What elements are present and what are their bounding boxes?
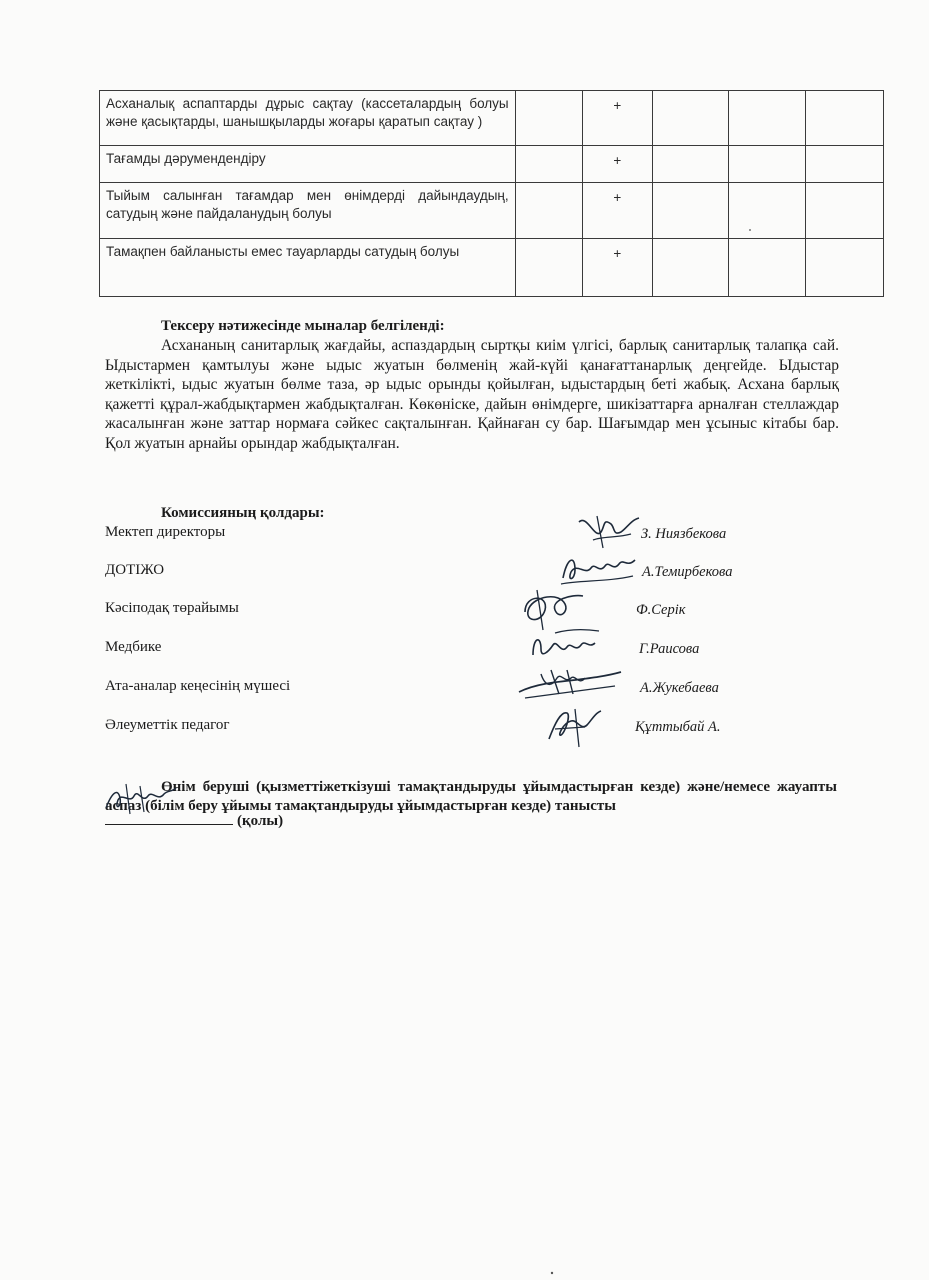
empty-cell <box>515 91 582 146</box>
table-row <box>100 183 884 239</box>
paper-speck <box>748 228 752 232</box>
empty-cell <box>652 91 728 146</box>
mark-cell: + <box>582 146 652 183</box>
empty-cell <box>806 91 884 146</box>
member-name: А.Жукебаева <box>640 680 719 696</box>
member-name: З. Ниязбекова <box>641 526 727 542</box>
handwritten-signature <box>541 703 605 751</box>
empty-cell <box>806 183 884 239</box>
member-name: А.Темирбекова <box>642 564 733 580</box>
signature-row <box>105 639 885 673</box>
member-role: Медбике <box>105 639 162 655</box>
handwritten-signature <box>515 664 625 704</box>
empty-cell <box>806 239 884 297</box>
signature-row <box>105 562 885 596</box>
member-role: Кәсіподақ төрайымы <box>105 600 239 616</box>
commission-heading: Комиссияның қолдары: <box>161 505 325 521</box>
signature-line <box>105 824 233 825</box>
table-row <box>100 146 884 183</box>
member-role: ДОТІЖО <box>105 562 165 578</box>
table-row <box>100 239 884 297</box>
mark-cell: + <box>582 91 652 146</box>
criterion-cell: Тамақпен байланысты емес тауарларды сатудың болуы <box>100 239 516 297</box>
empty-cell <box>652 146 728 183</box>
empty-cell <box>515 239 582 297</box>
paper-speck <box>550 1270 554 1276</box>
mark-cell: + <box>582 183 652 239</box>
member-name: Құттыбай А. <box>635 719 721 735</box>
empty-cell <box>728 239 806 297</box>
signature-row <box>105 524 885 558</box>
handwritten-signature <box>100 778 180 818</box>
empty-cell <box>652 183 728 239</box>
findings-text: Асхананың санитарлық жағдайы, аспаздардың сыртқы киім үлгісі, барлық санитарлық талапқа сай. Ыдыстармен қамтылуы және ыдыс жуатын бөлменің жай-күйі қанағаттанарлық деңгейде. Ыдыстар жеткілікті, ыдыс жуатын бөлме таза, әр ыдыс орынды қойылған, ыдыстардың беті жабық. Асхана барлық қажетті құрал-жабдықтармен жабдықталған. Көкөніске, дайын өнімдерге, шикізаттарға арналған стеллаждар жасалынған және заттар нормаға сәйкес сақталынған. Қайнаған су бар. Шағымдар мен ұсыныс кітабы бар. Қол жуатын арнайы орындар жабдықталған. <box>105 337 839 452</box>
member-name: Ф.Серік <box>636 602 686 618</box>
empty-cell <box>515 146 582 183</box>
signature-row <box>105 678 885 712</box>
criterion-cell: Асханалық аспаптарды дұрыс сақтау (кассеталардың болуы және қасықтарды, шанышқыларды жоғары қаратып сақтау ) <box>100 91 516 146</box>
member-role: Мектеп директоры <box>105 524 226 540</box>
empty-cell <box>728 91 806 146</box>
member-role: Ата-аналар кеңесінің мүшесі <box>105 678 291 694</box>
producer-acknowledgement: Өнім беруші (қызметтіжеткізуші тамақтандыруды ұйымдастырған кезде) және/немесе жауапты аспаз (білім беру ұйымы тамақтандыруды ұйымдастырған кезде) танысты <box>105 779 837 814</box>
empty-cell <box>728 183 806 239</box>
handwritten-signature <box>525 625 605 669</box>
member-name: Г.Раисова <box>639 641 700 657</box>
empty-cell <box>728 146 806 183</box>
empty-cell <box>652 239 728 297</box>
checklist-table <box>99 90 884 297</box>
mark-cell: + <box>582 239 652 297</box>
findings-heading: Тексеру нәтижесінде мыналар белгіленді: <box>161 318 445 334</box>
empty-cell <box>515 183 582 239</box>
empty-cell <box>806 146 884 183</box>
member-role: Әлеуметтік педагог <box>105 717 230 733</box>
criterion-cell: Тағамды дәрумендендіру <box>100 146 516 183</box>
criterion-cell: Тыйым салынған тағамдар мен өнімдерді дайындаудың, сатудың және пайдаланудың болуы <box>100 183 516 239</box>
signature-label: (қолы) <box>237 813 284 829</box>
signature-row <box>105 717 885 751</box>
table-row <box>100 91 884 146</box>
signature-row <box>105 600 885 634</box>
